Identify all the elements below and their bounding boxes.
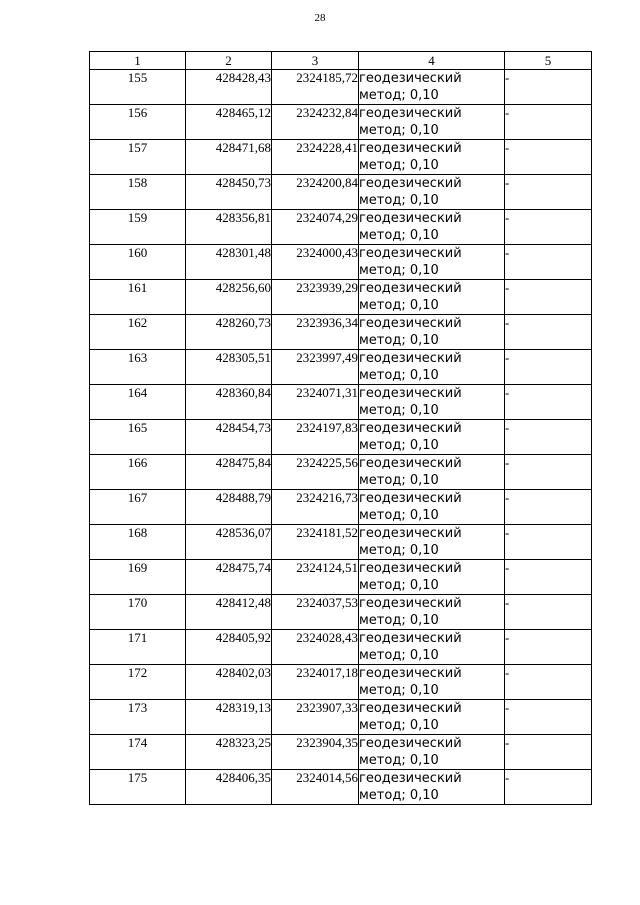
note-cell: - bbox=[505, 420, 592, 455]
method-line-1: геодезический bbox=[359, 71, 462, 86]
method-cell bbox=[359, 630, 505, 665]
table-row bbox=[90, 420, 592, 455]
method-cell bbox=[359, 525, 505, 560]
note-cell: - bbox=[505, 315, 592, 350]
table-row bbox=[90, 210, 592, 245]
method-cell bbox=[359, 280, 505, 315]
method-cell bbox=[359, 420, 505, 455]
x-coordinate-cell: 428471,68 bbox=[186, 140, 272, 175]
note-cell: - bbox=[505, 560, 592, 595]
x-coordinate-cell: 428450,73 bbox=[186, 175, 272, 210]
method-cell bbox=[359, 350, 505, 385]
method-cell bbox=[359, 665, 505, 700]
method-cell bbox=[359, 385, 505, 420]
method-cell bbox=[359, 770, 505, 805]
method-line-2: метод; 0,10 bbox=[359, 648, 439, 663]
point-number-cell: 156 bbox=[90, 105, 186, 140]
method-line-2: метод; 0,10 bbox=[359, 578, 439, 593]
table-row bbox=[90, 350, 592, 385]
point-number-cell: 170 bbox=[90, 595, 186, 630]
method-line-2: метод; 0,10 bbox=[359, 298, 439, 313]
y-coordinate-cell: 2323997,49 bbox=[272, 350, 359, 385]
table-row bbox=[90, 385, 592, 420]
note-cell: - bbox=[505, 105, 592, 140]
method-line-2: метод; 0,10 bbox=[359, 473, 439, 488]
point-number-cell: 157 bbox=[90, 140, 186, 175]
method-line-1: геодезический bbox=[359, 771, 462, 786]
note-cell: - bbox=[505, 525, 592, 560]
method-line-1: геодезический bbox=[359, 316, 462, 331]
method-line-1: геодезический bbox=[359, 561, 462, 576]
x-coordinate-cell: 428260,73 bbox=[186, 315, 272, 350]
y-coordinate-cell: 2324028,43 bbox=[272, 630, 359, 665]
method-line-2: метод; 0,10 bbox=[359, 333, 439, 348]
method-line-1: геодезический bbox=[359, 736, 462, 751]
table-row bbox=[90, 665, 592, 700]
method-line-1: геодезический bbox=[359, 106, 462, 121]
point-number-cell: 175 bbox=[90, 770, 186, 805]
method-cell bbox=[359, 210, 505, 245]
x-coordinate-cell: 428428,43 bbox=[186, 70, 272, 105]
method-line-1: геодезический bbox=[359, 526, 462, 541]
method-cell bbox=[359, 735, 505, 770]
x-coordinate-cell: 428475,84 bbox=[186, 455, 272, 490]
y-coordinate-cell: 2324000,43 bbox=[272, 245, 359, 280]
y-coordinate-cell: 2323904,35 bbox=[272, 735, 359, 770]
note-cell: - bbox=[505, 455, 592, 490]
table-row bbox=[90, 140, 592, 175]
table-row bbox=[90, 70, 592, 105]
method-line-2: метод; 0,10 bbox=[359, 158, 439, 173]
x-coordinate-cell: 428488,79 bbox=[186, 490, 272, 525]
method-cell bbox=[359, 455, 505, 490]
y-coordinate-cell: 2324124,51 bbox=[272, 560, 359, 595]
method-cell bbox=[359, 315, 505, 350]
point-number-cell: 159 bbox=[90, 210, 186, 245]
table-row bbox=[90, 525, 592, 560]
header-col-5: 5 bbox=[505, 52, 592, 70]
x-coordinate-cell: 428301,48 bbox=[186, 245, 272, 280]
x-coordinate-cell: 428405,92 bbox=[186, 630, 272, 665]
point-number-cell: 161 bbox=[90, 280, 186, 315]
method-line-1: геодезический bbox=[359, 701, 462, 716]
table-row bbox=[90, 175, 592, 210]
method-cell bbox=[359, 105, 505, 140]
point-number-cell: 158 bbox=[90, 175, 186, 210]
table-header-row bbox=[90, 52, 592, 70]
method-line-2: метод; 0,10 bbox=[359, 508, 439, 523]
method-cell bbox=[359, 560, 505, 595]
note-cell: - bbox=[505, 630, 592, 665]
table-row bbox=[90, 630, 592, 665]
table-row bbox=[90, 105, 592, 140]
point-number-cell: 174 bbox=[90, 735, 186, 770]
y-coordinate-cell: 2324185,72 bbox=[272, 70, 359, 105]
point-number-cell: 169 bbox=[90, 560, 186, 595]
table-row bbox=[90, 700, 592, 735]
method-line-2: метод; 0,10 bbox=[359, 438, 439, 453]
method-line-2: метод; 0,10 bbox=[359, 403, 439, 418]
note-cell: - bbox=[505, 735, 592, 770]
point-number-cell: 167 bbox=[90, 490, 186, 525]
x-coordinate-cell: 428536,07 bbox=[186, 525, 272, 560]
method-cell bbox=[359, 700, 505, 735]
method-line-2: метод; 0,10 bbox=[359, 788, 439, 803]
y-coordinate-cell: 2324200,84 bbox=[272, 175, 359, 210]
x-coordinate-cell: 428319,13 bbox=[186, 700, 272, 735]
point-number-cell: 162 bbox=[90, 315, 186, 350]
method-cell bbox=[359, 245, 505, 280]
note-cell: - bbox=[505, 245, 592, 280]
note-cell: - bbox=[505, 700, 592, 735]
note-cell: - bbox=[505, 210, 592, 245]
table-row bbox=[90, 280, 592, 315]
header-col-2: 2 bbox=[186, 52, 272, 70]
x-coordinate-cell: 428305,51 bbox=[186, 350, 272, 385]
note-cell: - bbox=[505, 140, 592, 175]
x-coordinate-cell: 428360,84 bbox=[186, 385, 272, 420]
point-number-cell: 171 bbox=[90, 630, 186, 665]
point-number-cell: 166 bbox=[90, 455, 186, 490]
method-line-2: метод; 0,10 bbox=[359, 228, 439, 243]
x-coordinate-cell: 428323,25 bbox=[186, 735, 272, 770]
method-line-2: метод; 0,10 bbox=[359, 368, 439, 383]
y-coordinate-cell: 2324216,73 bbox=[272, 490, 359, 525]
y-coordinate-cell: 2323936,34 bbox=[272, 315, 359, 350]
method-line-2: метод; 0,10 bbox=[359, 263, 439, 278]
point-number-cell: 163 bbox=[90, 350, 186, 385]
point-number-cell: 168 bbox=[90, 525, 186, 560]
method-line-1: геодезический bbox=[359, 176, 462, 191]
note-cell: - bbox=[505, 595, 592, 630]
note-cell: - bbox=[505, 280, 592, 315]
method-line-2: метод; 0,10 bbox=[359, 193, 439, 208]
method-line-1: геодезический bbox=[359, 491, 462, 506]
x-coordinate-cell: 428412,48 bbox=[186, 595, 272, 630]
note-cell: - bbox=[505, 490, 592, 525]
method-cell bbox=[359, 595, 505, 630]
note-cell: - bbox=[505, 770, 592, 805]
method-line-1: геодезический bbox=[359, 386, 462, 401]
method-line-1: геодезический bbox=[359, 246, 462, 261]
table-row bbox=[90, 315, 592, 350]
table-body bbox=[90, 70, 592, 805]
point-number-cell: 155 bbox=[90, 70, 186, 105]
y-coordinate-cell: 2324225,56 bbox=[272, 455, 359, 490]
y-coordinate-cell: 2324228,41 bbox=[272, 140, 359, 175]
y-coordinate-cell: 2324074,29 bbox=[272, 210, 359, 245]
method-line-1: геодезический bbox=[359, 666, 462, 681]
point-number-cell: 165 bbox=[90, 420, 186, 455]
method-line-1: геодезический bbox=[359, 421, 462, 436]
method-line-1: геодезический bbox=[359, 141, 462, 156]
coordinates-table bbox=[89, 51, 592, 805]
method-line-2: метод; 0,10 bbox=[359, 718, 439, 733]
method-cell bbox=[359, 490, 505, 525]
point-number-cell: 172 bbox=[90, 665, 186, 700]
method-line-2: метод; 0,10 bbox=[359, 543, 439, 558]
header-col-3: 3 bbox=[272, 52, 359, 70]
method-line-2: метод; 0,10 bbox=[359, 753, 439, 768]
x-coordinate-cell: 428406,35 bbox=[186, 770, 272, 805]
header-col-4: 4 bbox=[359, 52, 505, 70]
page-number: 28 bbox=[314, 12, 326, 24]
table-row bbox=[90, 735, 592, 770]
point-number-cell: 173 bbox=[90, 700, 186, 735]
table-row bbox=[90, 770, 592, 805]
x-coordinate-cell: 428465,12 bbox=[186, 105, 272, 140]
method-line-1: геодезический bbox=[359, 631, 462, 646]
method-line-2: метод; 0,10 bbox=[359, 683, 439, 698]
x-coordinate-cell: 428454,73 bbox=[186, 420, 272, 455]
y-coordinate-cell: 2323907,33 bbox=[272, 700, 359, 735]
x-coordinate-cell: 428475,74 bbox=[186, 560, 272, 595]
point-number-cell: 164 bbox=[90, 385, 186, 420]
method-line-2: метод; 0,10 bbox=[359, 123, 439, 138]
method-cell bbox=[359, 70, 505, 105]
note-cell: - bbox=[505, 350, 592, 385]
y-coordinate-cell: 2324181,52 bbox=[272, 525, 359, 560]
method-line-1: геодезический bbox=[359, 211, 462, 226]
method-line-2: метод; 0,10 bbox=[359, 613, 439, 628]
method-line-1: геодезический bbox=[359, 596, 462, 611]
note-cell: - bbox=[505, 70, 592, 105]
y-coordinate-cell: 2324017,18 bbox=[272, 665, 359, 700]
y-coordinate-cell: 2323939,29 bbox=[272, 280, 359, 315]
method-line-1: геодезический bbox=[359, 281, 462, 296]
note-cell: - bbox=[505, 385, 592, 420]
y-coordinate-cell: 2324071,31 bbox=[272, 385, 359, 420]
header-col-1: 1 bbox=[90, 52, 186, 70]
y-coordinate-cell: 2324232,84 bbox=[272, 105, 359, 140]
x-coordinate-cell: 428256,60 bbox=[186, 280, 272, 315]
y-coordinate-cell: 2324037,53 bbox=[272, 595, 359, 630]
table-row bbox=[90, 490, 592, 525]
method-cell bbox=[359, 140, 505, 175]
method-line-1: геодезический bbox=[359, 456, 462, 471]
table-row bbox=[90, 560, 592, 595]
method-cell bbox=[359, 175, 505, 210]
x-coordinate-cell: 428356,81 bbox=[186, 210, 272, 245]
y-coordinate-cell: 2324014,56 bbox=[272, 770, 359, 805]
method-line-1: геодезический bbox=[359, 351, 462, 366]
x-coordinate-cell: 428402,03 bbox=[186, 665, 272, 700]
y-coordinate-cell: 2324197,83 bbox=[272, 420, 359, 455]
method-line-2: метод; 0,10 bbox=[359, 88, 439, 103]
note-cell: - bbox=[505, 175, 592, 210]
table-row bbox=[90, 455, 592, 490]
note-cell: - bbox=[505, 665, 592, 700]
point-number-cell: 160 bbox=[90, 245, 186, 280]
table-row bbox=[90, 245, 592, 280]
table-row bbox=[90, 595, 592, 630]
